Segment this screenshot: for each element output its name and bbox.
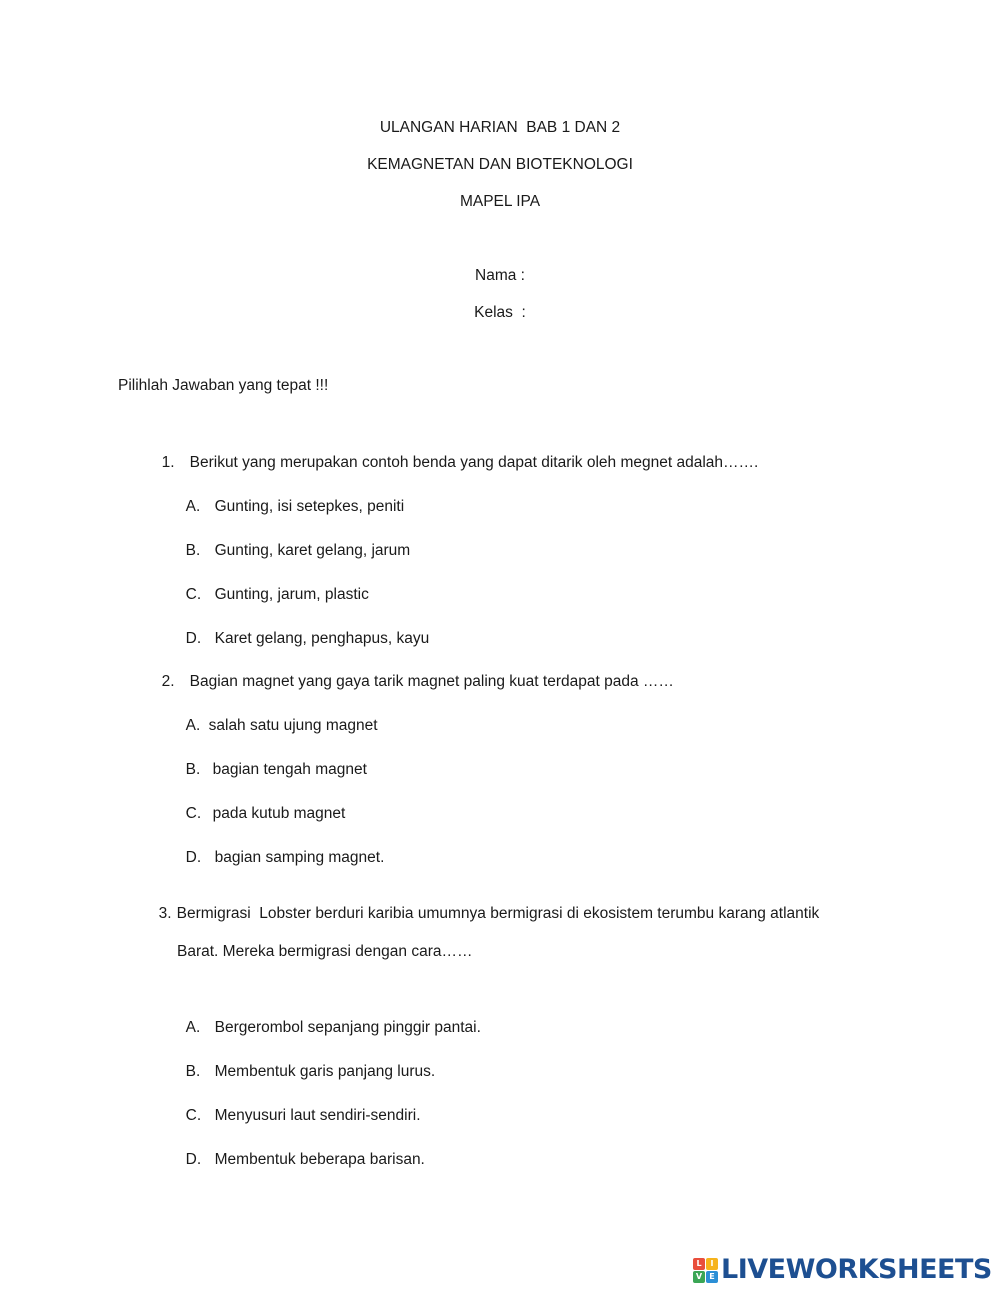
- subject-label: MAPEL IPA: [459, 193, 541, 210]
- liveworksheets-logo: [693, 1255, 992, 1285]
- question-number: 3.: [158, 905, 172, 922]
- question-number: 1.: [161, 454, 175, 471]
- option-letter: A.: [185, 1019, 201, 1036]
- option-text: pada kutub magnet: [212, 805, 346, 822]
- option-text: Karet gelang, penghapus, kayu: [214, 630, 430, 647]
- question-2-option-b[interactable]: [177, 740, 367, 780]
- option-letter: D.: [185, 630, 202, 647]
- question-1-option-d[interactable]: [177, 609, 429, 649]
- option-text: Menyusuri laut sendiri-sendiri.: [214, 1107, 421, 1124]
- option-text: bagian tengah magnet: [212, 761, 367, 778]
- question-text: Bermigrasi Lobster berduri karibia umumnya bermigrasi di ekosistem terumbu karang atlantik: [176, 905, 820, 922]
- option-text: salah satu ujung magnet: [208, 717, 378, 734]
- question-text: Berikut yang merupakan contoh benda yang dapat ditarik oleh megnet adalah…….: [189, 454, 759, 471]
- option-letter: B.: [185, 542, 201, 559]
- option-text: Membentuk garis panjang lurus.: [214, 1063, 436, 1080]
- option-text: Membentuk beberapa barisan.: [214, 1151, 425, 1168]
- option-letter: A.: [185, 498, 201, 515]
- question-1-option-b[interactable]: [177, 521, 410, 561]
- logo-mark-letter: L: [693, 1258, 705, 1270]
- option-text: Gunting, jarum, plastic: [214, 586, 369, 603]
- instruction-text: Pilihlah Jawaban yang tepat !!!: [118, 377, 329, 394]
- exam-title: ULANGAN HARIAN BAB 1 DAN 2: [379, 119, 621, 136]
- option-letter: C.: [185, 586, 202, 603]
- name-field-label: Nama :: [475, 267, 525, 284]
- live-logo-icon: [693, 1258, 718, 1283]
- class-field-label: Kelas :: [474, 304, 526, 321]
- option-letter: B.: [185, 1063, 201, 1080]
- exam-subtitle: KEMAGNETAN DAN BIOTEKNOLOGI: [367, 156, 633, 173]
- question-2-option-a[interactable]: [177, 696, 378, 736]
- option-letter: B.: [185, 761, 201, 778]
- question-2-option-d[interactable]: [177, 828, 384, 868]
- question-1: [153, 433, 758, 473]
- option-text: Gunting, karet gelang, jarum: [214, 542, 411, 559]
- logo-mark-letter: I: [706, 1258, 718, 1270]
- question-text: Bagian magnet yang gaya tarik magnet paling kuat terdapat pada ……: [189, 673, 674, 690]
- question-3: [150, 884, 819, 924]
- question-3-option-b[interactable]: [177, 1042, 435, 1082]
- question-1-option-c[interactable]: [177, 565, 369, 605]
- logo-mark-letter: V: [693, 1271, 705, 1283]
- question-1-option-a[interactable]: [177, 477, 404, 517]
- option-letter: D.: [185, 1151, 202, 1168]
- option-text: Gunting, isi setepkes, peniti: [214, 498, 405, 515]
- question-2: [153, 652, 674, 692]
- question-number: 2.: [161, 673, 175, 690]
- logo-mark-letter: E: [706, 1271, 718, 1283]
- option-text: bagian samping magnet.: [214, 849, 385, 866]
- logo-text: LIVEWORKSHEETS: [721, 1254, 992, 1285]
- option-letter: D.: [185, 849, 202, 866]
- option-letter: C.: [185, 805, 202, 822]
- question-3-option-a[interactable]: [177, 998, 481, 1038]
- question-3-continuation: Barat. Mereka bermigrasi dengan cara……: [177, 943, 473, 960]
- option-letter: A.: [185, 717, 201, 734]
- option-text: Bergerombol sepanjang pinggir pantai.: [214, 1019, 481, 1036]
- option-letter: C.: [185, 1107, 202, 1124]
- question-2-option-c[interactable]: [177, 784, 345, 824]
- question-3-option-c[interactable]: [177, 1086, 421, 1126]
- question-3-option-d[interactable]: [177, 1130, 425, 1170]
